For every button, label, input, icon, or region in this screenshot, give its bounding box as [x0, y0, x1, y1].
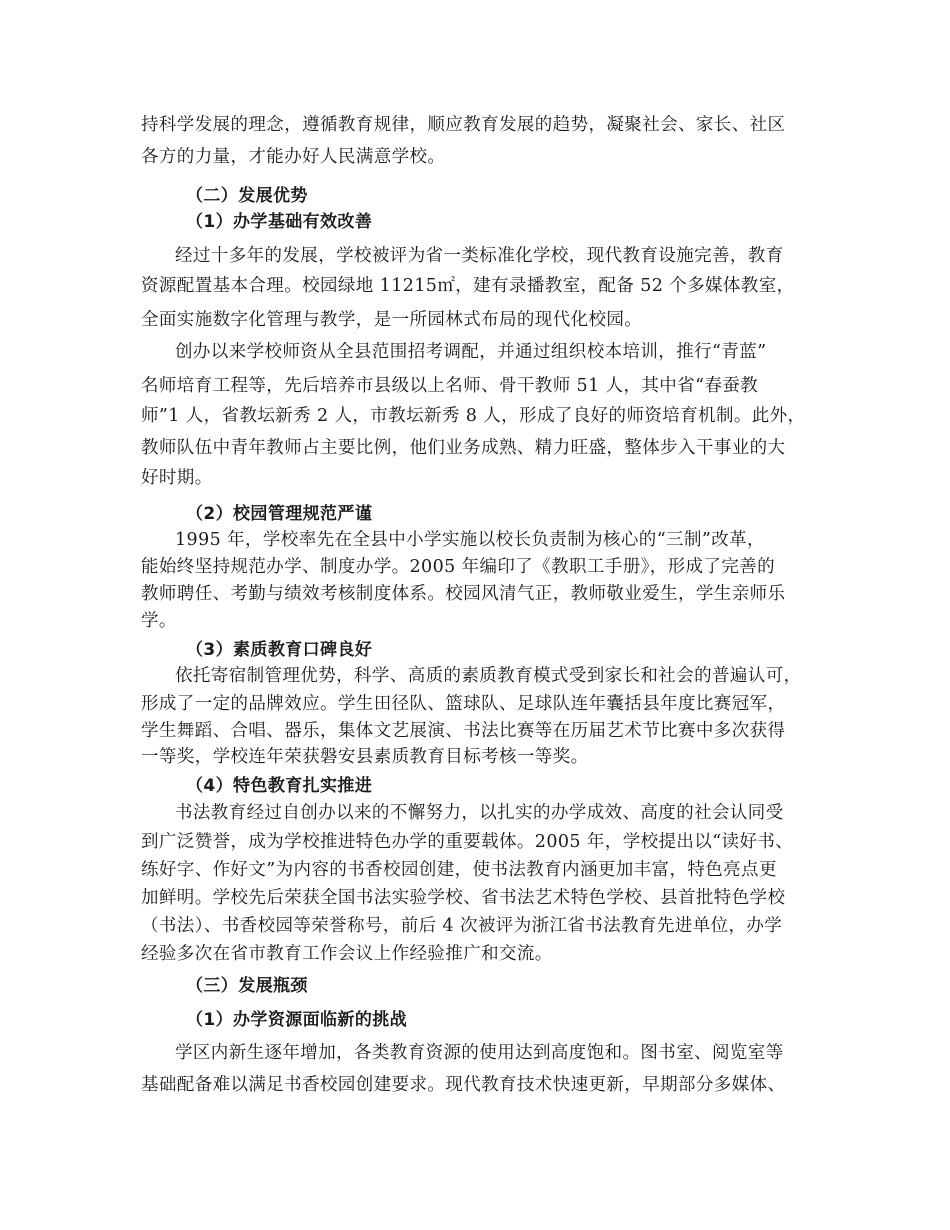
subsection-heading-characteristic-education: （4）特色教育扎实推进 — [186, 776, 373, 796]
paragraph-line: 资源配置基本合理。校园绿地 11215㎡，建有录播教室，配备 52 个多媒体教室， — [141, 276, 795, 296]
paragraph-line: 经过十多年的发展，学校被评为省一类标准化学校，现代教育设施完善，教育 — [175, 246, 784, 266]
paragraph-line: 经验多次在省市教育工作会议上作经验推广和交流。 — [141, 944, 553, 964]
section-heading-bottlenecks: （三）发展瓶颈 — [186, 976, 308, 996]
section-heading-advantages: （二）发展优势 — [186, 186, 308, 206]
paragraph-line: 加鲜明。学校先后荣获全国书法实验学校、省书法艺术特色学校、县首批特色学校 — [141, 888, 786, 908]
paragraph-line: 书法教育经过自创办以来的不懈努力，以扎实的办学成效、高度的社会认同受 — [175, 803, 784, 823]
paragraph-line: 学区内新生逐年增加，各类教育资源的使用达到高度饱和。图书室、阅览室等 — [175, 1043, 784, 1063]
subsection-heading-management: （2）校园管理规范严谨 — [186, 504, 373, 524]
paragraph-line: 1995 年，学校率先在全县中小学实施以校长负责制为核心的“三制”改革， — [175, 530, 765, 550]
paragraph-line: 一等奖，学校连年荣获磐安县素质教育目标考核一等奖。 — [141, 747, 589, 767]
paragraph-line: 学。 — [141, 611, 177, 631]
paragraph-line: 师”1 人，省教坛新秀 2 人，市教坛新秀 8 人，形成了良好的师资培育机制。此外， — [141, 406, 806, 426]
paragraph-line: 基础配备难以满足书香校园创建要求。现代教育技术快速更新，早期部分多媒体、 — [141, 1075, 786, 1095]
intro-line-1: 持科学发展的理念，遵循教育规律，顺应教育发展的趋势，凝聚社会、家长、社区 — [141, 115, 786, 135]
paragraph-line: 创办以来学校师资从全县范围招考调配，并通过组织校本培训，推行“青蓝” — [175, 342, 767, 362]
subsection-heading-foundation: （1）办学基础有效改善 — [186, 212, 373, 232]
paragraph-line: 全面实施数字化管理与教学，是一所园林式布局的现代化校园。 — [141, 310, 643, 330]
paragraph-line: 教师队伍中青年教师占主要比例，他们业务成熟、精力旺盛，整体步入干事业的大 — [141, 438, 786, 458]
paragraph-line: 教师聘任、考勤与绩效考核制度体系。校园风清气正，教师敬业爱生，学生亲师乐 — [141, 584, 786, 604]
subsection-heading-resource-challenge: （1）办学资源面临新的挑战 — [186, 1010, 408, 1030]
paragraph-line: 名师培育工程等，先后培养市县级以上名师、骨干教师 51 人，其中省“春蚕教 — [141, 376, 759, 396]
intro-line-2: 各方的力量，才能办好人民满意学校。 — [141, 147, 446, 167]
paragraph-line: 到广泛赞誉，成为学校推进特色办学的重要载体。2005 年，学校提出以“读好书、 — [141, 832, 794, 852]
subsection-heading-quality-education: （3）素质教育口碑良好 — [186, 640, 373, 660]
paragraph-line: 能始终坚持规范办学、制度办学。2005 年编印了《教职工手册》，形成了完善的 — [141, 557, 776, 577]
paragraph-line: 形成了一定的品牌效应。学生田径队、篮球队、足球队连年囊括县年度比赛冠军， — [141, 694, 786, 714]
paragraph-line: 依托寄宿制管理优势，科学、高质的素质教育模式受到家长和社会的普遍认可， — [175, 666, 802, 686]
paragraph-line: 学生舞蹈、合唱、器乐，集体文艺展演、书法比赛等在历届艺术节比赛中多次获得 — [141, 721, 786, 741]
paragraph-line: 练好字、作好文”为内容的书香校园创建，使书法教育内涵更加丰富，特色亮点更 — [141, 860, 777, 880]
paragraph-line: （书法）、书香校园等荣誉称号，前后 4 次被评为浙江省书法教育先进单位，办学 — [141, 916, 783, 936]
paragraph-line: 好时期。 — [141, 468, 213, 488]
